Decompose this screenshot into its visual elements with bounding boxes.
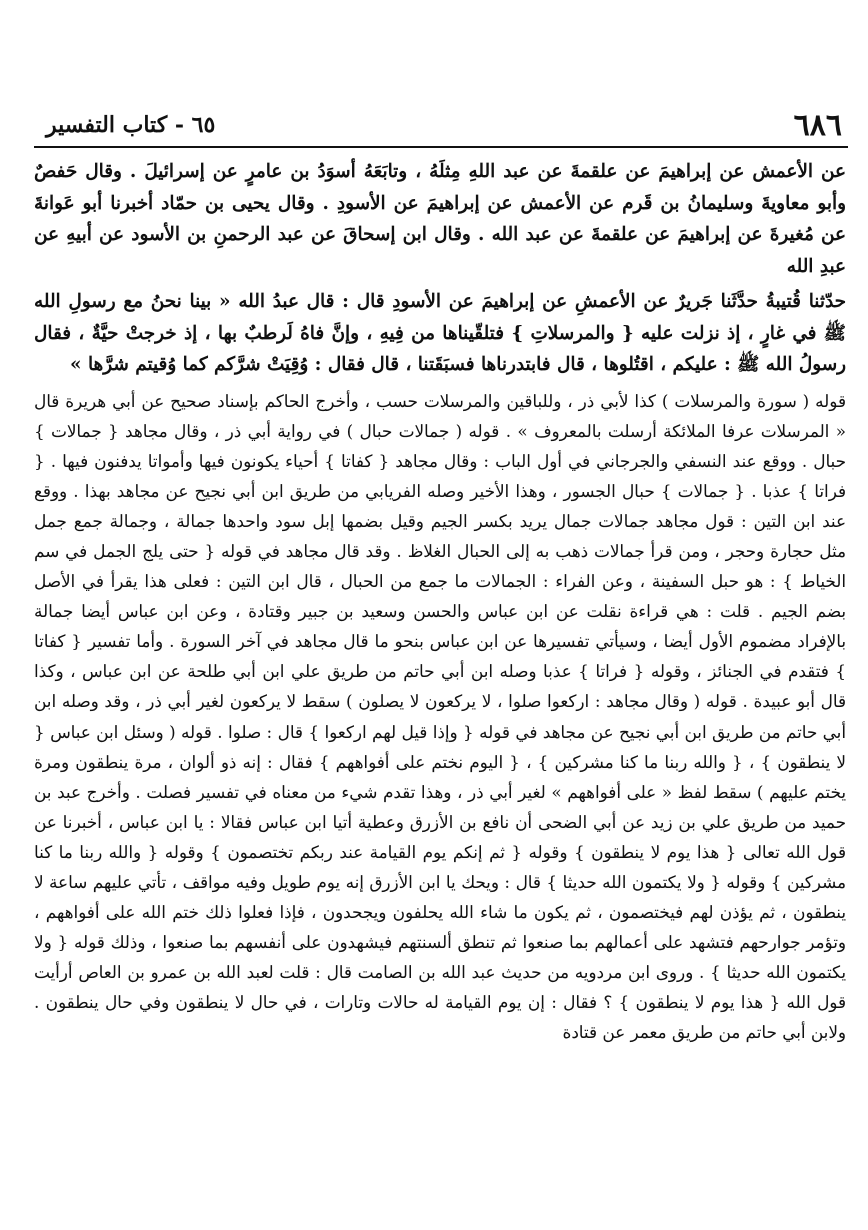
header-divider [34, 146, 848, 148]
page-header [36, 106, 848, 150]
page-body [34, 156, 846, 1048]
page-number: ٦٨٦ [793, 108, 842, 143]
commentary-paragraph: قوله ( سورة والمرسلات ) كذا لأبي ذر ، وللباقين والمرسلات حسب ، وأخرج الحاكم بإسناد صحيح عن أبي هريرة قال « المرسلات عرفا الملائكة أرسلت بالمعروف » . قوله ( جمالات حبال ) في رواية أبي ذر ، وقال مجاهد { جمالات } حبال . ووقع عند النسفي والجرجاني في أول الباب : وقال مجاهد { كفاتا } أحياء يكونون فيها وأمواتا يدفنون فيها . { فراتا } عذبا . { جمالات } حبال الجسور ، وهذا الأخير وصله الفريابي من طريق ابن أبي نجيح عن مجاهد بهذا . ووقع عند ابن التين : قول مجاهد جمالات جمال يريد بكسر الجيم وقيل بضمها إبل سود واحدها جمالة ، وجمالة جمع جمل مثل حجارة وحجر ، ومن قرأ جمالات ذهب به إلى الحبال الغلاظ . وقد قال مجاهد في قوله { حتى يلج الجمل في سم الخياط } : هو حبل السفينة ، وعن الفراء : الجمالات ما جمع من الحبال ، قال ابن التين : فعلى هذا يقرأ في الأصل بضم الجيم . قلت : هي قراءة نقلت عن ابن عباس والحسن وسعيد بن جبير وقتادة ، وعن ابن عباس أيضا جمالة بالإفراد مضموم الأول أيضا ، وسيأتي تفسيرها عن ابن عباس بنحو ما قال مجاهد في آخر السورة . وأما تفسير { كفاتا } فتقدم في الجنائز ، وقوله { فراتا } عذبا وصله ابن أبي حاتم من طريق علي ابن أبي طلحة عن ابن عباس ، وكذا قال أبو عبيدة . قوله ( وقال مجاهد : اركعوا صلوا ، لا يركعون لا يصلون ) سقط لا يركعون لغير أبي ذر ، وقد وصله ابن أبي حاتم من طريق ابن أبي نجيح عن مجاهد في قوله { وإذا قيل لهم اركعوا } قال : صلوا . قوله ( وسئل ابن عباس { لا ينطقون } ، { والله ربنا ما كنا مشركين } ، { اليوم نختم على أفواههم } فقال : إنه ذو ألوان ، مرة ينطقون ومرة يختم عليهم ) سقط لفظ « على أفواههم » لغير أبي ذر ، وهذا تقدم شيء من معناه في تفسير فصلت . وأخرج عبد بن حميد من طريق علي بن زيد عن أبي الضحى أن نافع بن الأزرق وعطية أتيا ابن عباس فقالا : يا ابن عباس ، أخبرنا عن قول الله تعالى { هذا يوم لا ينطقون } وقوله { ثم إنكم يوم القيامة عند ربكم تختصمون } وقوله { والله ربنا ما كنا مشركين } وقوله { ولا يكتمون الله حديثا } قال : ويحك يا ابن الأزرق إنه يوم طويل وفيه مواقف ، تأتي عليهم ساعة لا ينطقون ، ثم يؤذن لهم فيختصمون ، ثم يكون ما شاء الله يحلفون ويجحدون ، فإذا فعلوا ذلك ختم الله على أفواههم ، وتؤمر جوارحهم فتشهد على أعمالهم بما صنعوا ثم تنطق ألسنتهم فيشهدون على أنفسهم بما صنعوا ، وذلك قوله { ولا يكتمون الله حديثا } . وروى ابن مردويه من حديث عبد الله بن الصامت قال : قلت لعبد الله بن عمرو بن العاص أرأيت قول الله { هذا يوم لا ينطقون } ؟ فقال : إن يوم القيامة له حالات وتارات ، في حال لا ينطقون وفي حال ينطقون . ولابن أبي حاتم من طريق معمر عن قتادة [34, 390, 846, 1043]
hadith-chain-paragraph: عن الأعمش عن إبراهيمَ عن علقمةَ عن عبد اللهِ مِثلَهُ ، وتابَعَهُ أسوَدُ بن عامرٍ عن إسرائيلَ . وقال حَفصٌ وأبو معاويةَ وسليمانُ بن قَرم عن الأعمش عن إبراهيمَ عن الأسودِ . وقال يحيى بن حمّاد أخبرنا أبو عَوانةَ عن مُغيرةَ عن إبراهيمَ عن علقمةَ عن عبد الله . وقال ابن إسحاقَ عن عبد الرحمنِ بن الأسود عن أبيهِ عن عبدِ الله [34, 161, 846, 277]
hadith-paragraph: حدّثنا قُتيبةُ حدَّثَنا جَريرٌ عن الأعمشِ عن إبراهيمَ عن الأسودِ قال : قال عبدُ الله « بينا نحنُ مع رسولِ الله ﷺ في غارٍ ، إذ نزلت عليه { والمرسلاتِ } فتلقّيناها من فِيهِ ، وإنَّ فاهُ لَرطبٌ بها ، إذ خرجتْ حيَّةٌ ، فقال رسولُ الله ﷺ : عليكم ، اقتُلوها ، قال فابتدرناها فسبَقَتنا ، قال فقال : وُقِيَتْ شرَّكم كما وُقيتم شرَّها » [34, 291, 846, 375]
running-title: ٦٥ - كتاب التفسير [46, 112, 216, 138]
book-page [22, 98, 848, 1198]
